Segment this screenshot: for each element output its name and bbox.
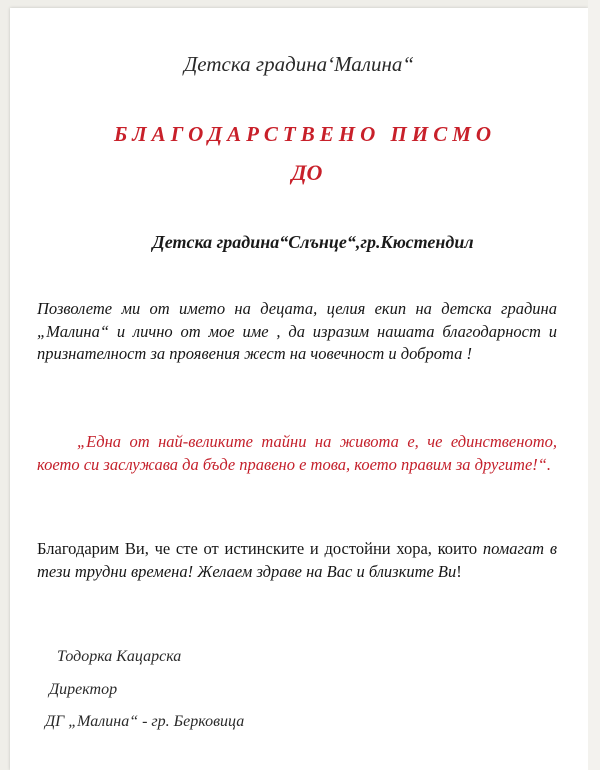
page-edge-strip [588, 0, 600, 770]
closing-text-wish: помагат в тези трудни времена! Желаем здраве на Вас и близките Ви [37, 539, 557, 581]
letter-page [10, 8, 588, 770]
signature-name: Тодорка Кацарска [57, 648, 182, 665]
quote-paragraph: „Една от най-великите тайни на живота е, че единственото, което си заслужава да бъде правено е това, което правим за другите!“. [37, 432, 557, 474]
signature-organization: ДГ „Малина“ - гр. Берковица [45, 713, 245, 730]
recipient-line: Детска градина“Слънце“,гр.Кюстендил [152, 232, 474, 252]
letter-heading: БЛАГОДАРСТВЕНО ПИСМО [113, 122, 497, 146]
closing-text-start: Благодарим Ви, че сте от истинските и достойни хора, които [37, 539, 483, 558]
signature-title: Директор [49, 681, 118, 698]
closing-text-end: ! [456, 561, 462, 581]
sender-line: Детска градина‘Малина“ [183, 52, 415, 76]
letter-heading-to: ДО [291, 160, 323, 185]
closing-paragraph [37, 538, 557, 583]
gratitude-paragraph: Позволете ми от името на децата, целия екип на детска градина „Малина“ и лично от мое име , да изразим нашата благодарност и признателност за проявения жест на човечност и доброта ! [37, 299, 557, 363]
